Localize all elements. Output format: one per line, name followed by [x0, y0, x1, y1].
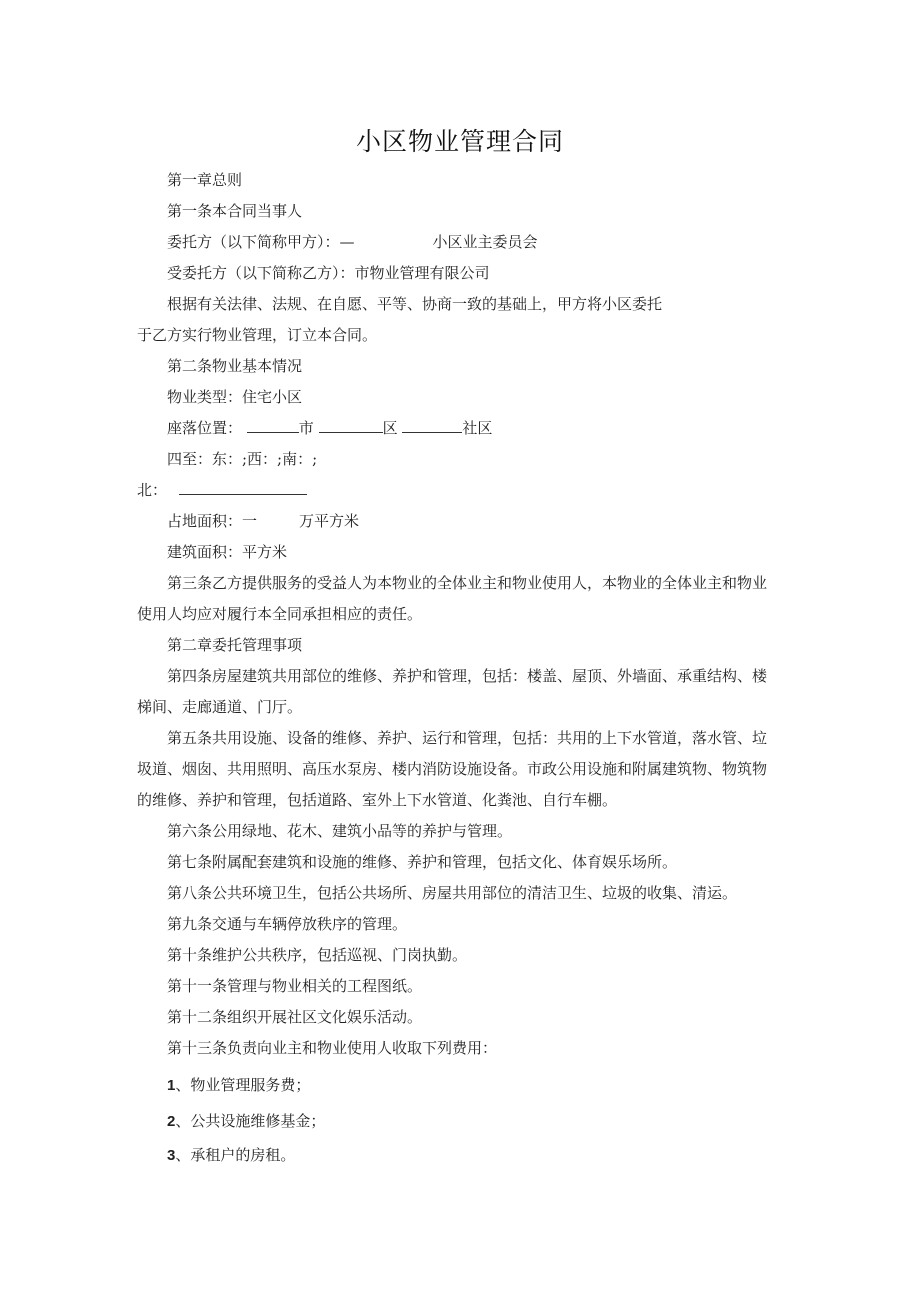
location-community: 社区 [462, 419, 493, 437]
article-4-line-1: 第四条房屋建筑共用部位的维修、养护和管理，包括：楼盖、屋顶、外墙面、承重结构、楼 [167, 667, 768, 685]
article-2: 第二条物业基本情况 [167, 357, 303, 375]
party-a-suffix: 小区业主委员会 [432, 233, 538, 251]
article-5-line-3: 的维修、养护和管理，包括道路、室外上下水管道、化粪池、自行车棚。 [137, 791, 618, 809]
fee-item [167, 1075, 310, 1096]
land-area-prefix: 占地面积：一 [167, 512, 258, 530]
chapter-1-heading: 第一章总则 [167, 171, 243, 189]
fee-item [167, 1111, 325, 1132]
article-11: 第十一条管理与物业相关的工程图纸。 [167, 977, 423, 995]
land-area-suffix: 万平方米 [299, 512, 360, 530]
document-title: 小区物业管理合同 [355, 127, 564, 156]
article-9: 第九条交通与车辆停放秩序的管理。 [167, 915, 408, 933]
location-city: 市 [298, 419, 314, 437]
party-a-line [167, 232, 538, 252]
article-3-line-1: 第三条乙方提供服务的受益人为本物业的全体业主和物业使用人，本物业的全体业主和物业 [167, 574, 768, 592]
land-area-line [167, 511, 359, 531]
article-8: 第八条公共环境卫生，包括公共场所、房屋共用部位的清洁卫生、垃圾的收集、清运。 [167, 884, 738, 902]
community-blank [402, 418, 462, 433]
property-type: 物业类型：住宅小区 [167, 388, 303, 406]
location-line [167, 418, 492, 438]
fee-item-number: 2 [167, 1113, 176, 1130]
fee-item-text: 、公共设施维修基金； [175, 1112, 326, 1130]
district-blank [319, 418, 383, 433]
north-blank [179, 480, 307, 495]
fee-item-text: 、物业管理服务费； [175, 1076, 311, 1094]
boundaries: 四至：东：;西：;南：; [167, 450, 318, 468]
article-12: 第十二条组织开展社区文化娱乐活动。 [167, 1008, 423, 1026]
fee-item-number: 3 [167, 1147, 176, 1164]
north-label: 北： [137, 481, 168, 499]
article-1: 第一条本合同当事人 [167, 202, 303, 220]
north-line [137, 480, 307, 500]
article-5-line-2: 圾道、烟囱、共用照明、高压水泵房、楼内消防设施设备。市政公用设施和附属建筑物、物筑物 [137, 760, 768, 778]
location-district: 区 [382, 419, 398, 437]
article-7: 第七条附属配套建筑和设施的维修、养护和管理，包括文化、体育娱乐场所。 [167, 853, 678, 871]
article-10: 第十条维护公共秩序，包括巡视、门岗执勤。 [167, 946, 468, 964]
article-6: 第六条公用绿地、花木、建筑小品等的养护与管理。 [167, 822, 513, 840]
fee-item-number: 1 [167, 1077, 176, 1094]
party-b-line: 受委托方（以下简称乙方）：市物业管理有限公司 [167, 264, 490, 282]
article-3-line-2: 使用人均应对履行本全同承担相应的责任。 [137, 605, 423, 623]
fee-item-text: 、承租户的房租。 [175, 1146, 296, 1164]
intro-line-1: 根据有关法律、法规、在自愿、平等、协商一致的基础上，甲方将小区委托 [167, 295, 663, 313]
article-5-line-1: 第五条共用设施、设备的维修、养护、运行和管理，包括：共用的上下水管道，落水管、垃 [167, 729, 768, 747]
location-label: 座落位置： [167, 419, 243, 437]
party-a-prefix: 委托方（以下简称甲方）：— [167, 233, 355, 251]
article-13: 第十三条负责向业主和物业使用人收取下列费用： [167, 1039, 498, 1057]
chapter-2-heading: 第二章委托管理事项 [167, 636, 303, 654]
article-4-line-2: 梯间、走廊通道、门厅。 [137, 698, 303, 716]
intro-line-2: 于乙方实行物业管理，订立本合同。 [137, 326, 378, 344]
fee-item [167, 1145, 295, 1166]
building-area: 建筑面积：平方米 [167, 543, 288, 561]
city-blank [247, 418, 299, 433]
